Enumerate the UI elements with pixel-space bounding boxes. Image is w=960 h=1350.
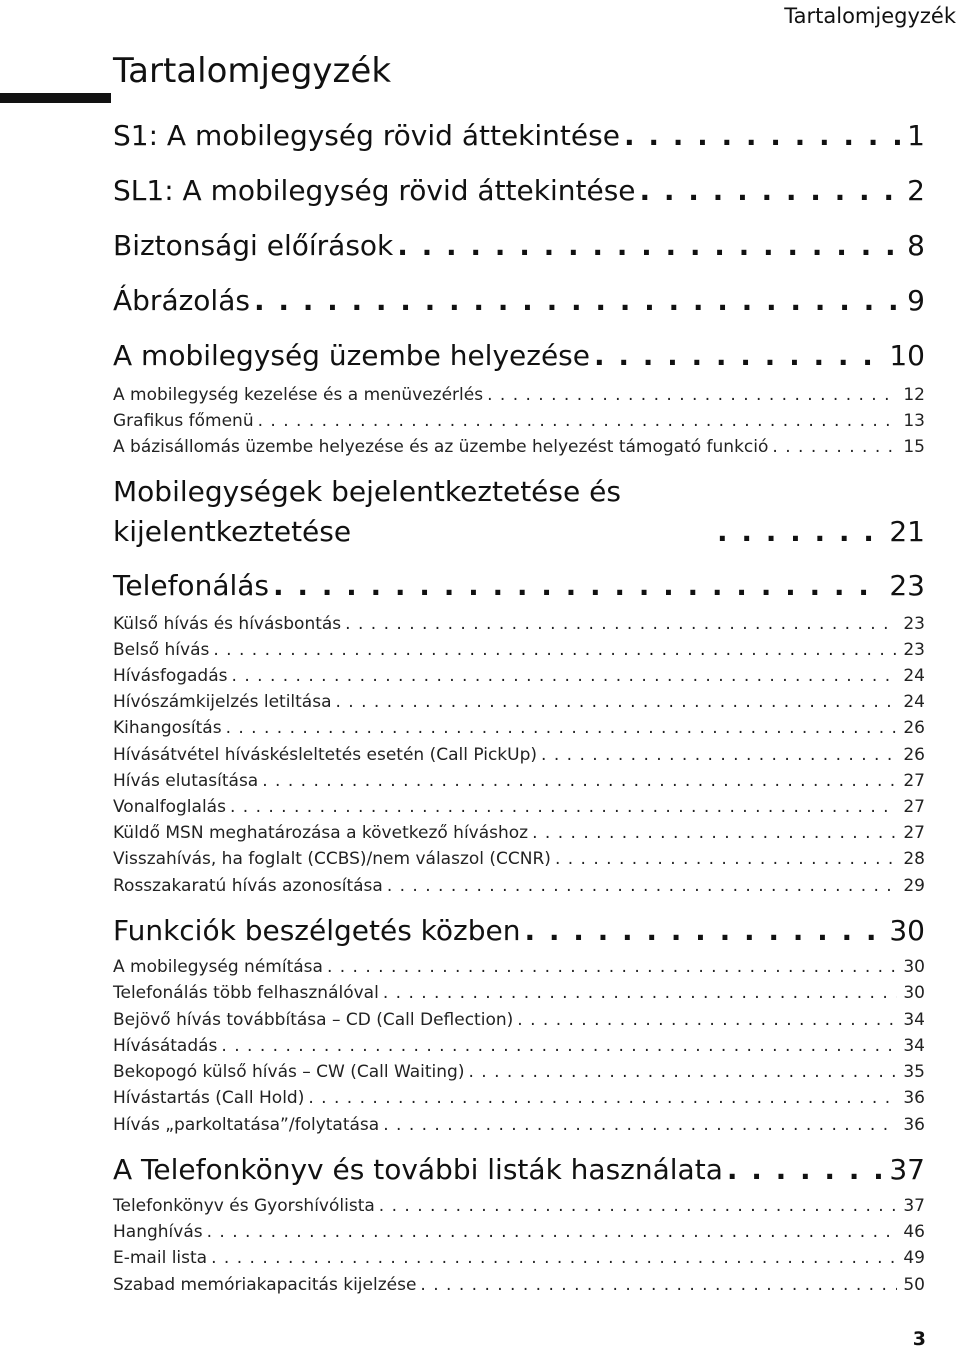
toc-entry-page: 23 [889,569,925,602]
toc-entry-title: Visszahívás, ha foglalt (CCBS)/nem válaszol (CCNR) [113,849,551,869]
toc-entry-page: 35 [903,1062,925,1082]
toc-entry[interactable] [113,955,925,979]
toc-entry-title: Hívásfogadás [113,666,228,686]
dot-leader [232,664,898,688]
toc-entry[interactable] [113,171,925,211]
dot-leader [273,566,883,606]
toc-entry[interactable] [113,1150,925,1190]
toc-entry[interactable] [113,981,925,1005]
toc-entry-page: 34 [903,1010,925,1030]
dot-leader [230,795,897,819]
toc-entry[interactable] [113,638,925,662]
toc-entry-title: SL1: A mobilegység rövid áttekintése [113,174,636,207]
toc-entry[interactable] [113,281,925,321]
toc-entry-page: 2 [907,174,925,207]
toc-entry-page: 21 [889,515,925,548]
toc-entry-page: 46 [903,1222,925,1242]
toc-entry[interactable] [113,690,925,714]
toc-entry[interactable] [113,1220,925,1244]
toc-entry-page: 30 [903,983,925,1003]
toc-entry-title: Bekopogó külső hívás – CW (Call Waiting) [113,1062,465,1082]
dot-leader [379,1194,898,1218]
dot-leader [524,911,883,951]
dot-leader [336,690,898,714]
dot-leader [487,383,897,407]
toc-entry-title: Telefonálás több felhasználóval [113,983,379,1003]
toc-entry[interactable] [113,1060,925,1084]
toc-entry-title: Telefonálás [113,569,269,602]
dot-leader [207,1220,898,1244]
toc-entry-title: Hívásátvétel híváskésleltetés esetén (Call PickUp) [113,745,538,765]
toc-entry-title: Kihangosítás [113,718,222,738]
toc-entry-title: Hívás elutasítása [113,771,259,791]
toc-entry[interactable] [113,821,925,845]
dot-leader [383,981,898,1005]
toc-entry-page: 37 [903,1196,925,1216]
toc-entry-page: 30 [889,914,925,947]
toc-entry-title: Hanghívás [113,1222,203,1242]
dot-leader [211,1246,897,1270]
dot-leader [397,226,901,266]
toc-entry-title: Bejövő hívás továbbítása – CD (Call Deflection) [113,1010,514,1030]
toc-entry[interactable] [113,1113,925,1137]
toc-entry[interactable] [113,1034,925,1058]
toc-entry-title: A mobilegység némítása [113,957,323,977]
toc-entry-title: Ábrázolás [113,284,250,317]
toc-entry-page: 1 [907,119,925,152]
toc-entry[interactable] [113,435,925,459]
toc-entry-page: 36 [903,1088,925,1108]
page-number: 3 [912,1328,926,1350]
dot-leader [221,1034,897,1058]
toc-entry[interactable] [113,769,925,793]
toc-entry[interactable] [113,1086,925,1110]
dot-leader [387,874,898,898]
toc-entry-title: E-mail lista [113,1248,208,1268]
toc-entry-title: Telefonkönyv és Gyorshívólista [113,1196,375,1216]
dot-leader [468,1060,897,1084]
dot-leader [213,638,897,662]
toc-entry-page: 29 [903,876,925,896]
toc-entry-title: A Telefonkönyv és további listák használata [113,1153,723,1186]
toc-entry-page: 23 [903,614,925,634]
toc-entry-page: 30 [903,957,925,977]
toc-entry[interactable] [113,1246,925,1270]
dot-leader [258,409,898,433]
toc-entry[interactable] [113,1194,925,1218]
toc-entry[interactable] [113,1273,925,1297]
toc-entry-title: Rosszakaratú hívás azonosítása [113,876,383,896]
toc-entry[interactable] [113,116,925,156]
toc-entry-page: 12 [903,385,925,405]
toc-entry-title: Hívástartás (Call Hold) [113,1088,305,1108]
dot-leader [420,1273,897,1297]
toc-entry[interactable] [113,795,925,819]
dot-leader [517,1008,897,1032]
toc-entry-title: Funkciók beszélgetés közben [113,914,521,947]
toc-entry-page: 28 [903,849,925,869]
toc-entry-title: A mobilegység kezelése és a menüvezérlés [113,385,484,405]
toc-entry[interactable] [113,911,925,951]
dot-leader [345,612,897,636]
toc-entry-page: 15 [903,437,925,457]
dot-leader [594,336,883,376]
dot-leader [541,743,897,767]
toc-entry-title: A mobilegység üzembe helyezése [113,339,590,372]
running-head: Tartalomjegyzék [784,4,956,28]
toc-entry-title: Hívószámkijelzés letiltása [113,692,332,712]
toc-entry-page: 23 [903,640,925,660]
toc-entry-page: 34 [903,1036,925,1056]
toc-entry[interactable] [113,226,925,266]
title-bar [0,93,111,103]
dot-leader [254,281,901,321]
toc-entry[interactable] [113,566,925,606]
toc-entry-title: Grafikus főmenü [113,411,254,431]
toc-entry-title: Vonalfoglalás [113,797,226,817]
toc-entry-page: 10 [889,339,925,372]
toc-entry[interactable] [113,664,925,688]
dot-leader [308,1086,897,1110]
dot-leader [226,716,898,740]
toc-entry-page: 24 [903,666,925,686]
toc-entry-page: 49 [903,1248,925,1268]
toc-entry-title: Biztonsági előírások [113,229,394,262]
toc-entry[interactable] [113,743,925,767]
toc-entry[interactable] [113,1008,925,1032]
dot-leader [640,171,902,211]
toc-entry[interactable] [113,612,925,636]
toc-entry-title: Hívás „parkoltatása”/folytatása [113,1115,380,1135]
toc-entry-page: 26 [903,718,925,738]
toc-entry-page: 27 [903,823,925,843]
toc-entry-page: 24 [903,692,925,712]
toc-entry-title: Hívásátadás [113,1036,218,1056]
toc-entry-page: 50 [903,1275,925,1295]
toc-entry-page: 13 [903,411,925,431]
toc-entry-title: Külső hívás és hívásbontás [113,614,342,634]
toc-entry-title: Szabad memóriakapacitás kijelzése [113,1275,417,1295]
toc-entry-page: 27 [903,771,925,791]
toc-entry-page: 26 [903,745,925,765]
toc-entry-title: S1: A mobilegység rövid áttekintése [113,119,620,152]
dot-leader [717,512,883,552]
toc-entry[interactable] [113,409,925,433]
toc-entry-page: 37 [889,1153,925,1186]
dot-leader [383,1113,897,1137]
toc-entry-title: Küldő MSN meghatározása a következő híváshoz [113,823,529,843]
toc-entry-title: Belső hívás [113,640,210,660]
toc-entry-page: 9 [907,284,925,317]
dot-leader [624,116,901,156]
toc-entry-page: 27 [903,797,925,817]
toc-entry-page: 36 [903,1115,925,1135]
dot-leader [532,821,897,845]
toc-entry[interactable] [113,847,925,871]
toc-entry[interactable] [113,336,925,376]
toc-entry[interactable] [113,472,925,552]
dot-leader [327,955,897,979]
toc-entry-title: Mobilegységek bejelentkeztetése és kijelentkeztetése [113,475,621,548]
dot-leader [772,435,897,459]
toc-entry[interactable] [113,716,925,740]
page-title: Tartalomjegyzék [113,51,392,91]
toc-entry[interactable] [113,383,925,407]
toc-entry-title: A bázisállomás üzembe helyezése és az üzembe helyezést támogató funkció [113,437,769,457]
toc-entry-page: 8 [907,229,925,262]
dot-leader [727,1150,884,1190]
dot-leader [555,847,897,871]
toc-entry[interactable] [113,874,925,898]
dot-leader [262,769,897,793]
